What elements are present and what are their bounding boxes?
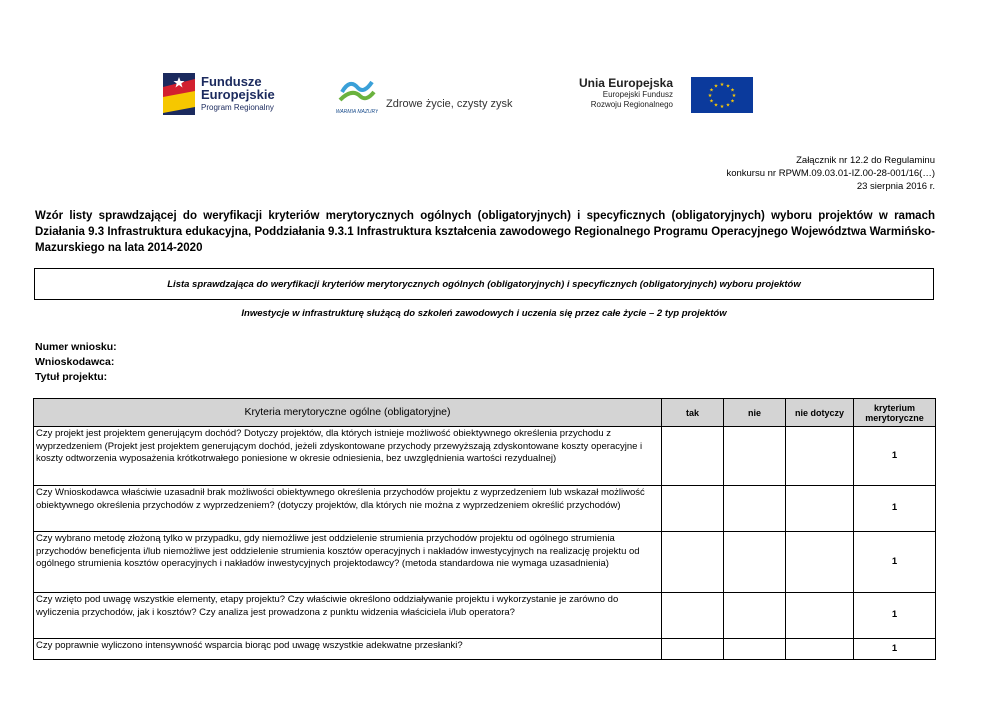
svg-text:★: ★ xyxy=(725,83,731,90)
criterion-question: Czy wybrano metodę złożoną tylko w przypadku, gdy niemożliwe jest oddzielenie strumienia przychodów projektu od ogólnego strumienia przychodów beneficjenta i/lub niemożliwe jest oddzielenie strumienia kosztów operacyjnych i nakładów inwestycyjnych na realizację projektu od ogólnego strumienia kosztów operacyjnych i nakładów inwestycyjnych projektodawcy? (metoda standardowa nie wymaga uzasadnienia) xyxy=(34,532,662,593)
ue-line-1: Unia Europejska xyxy=(578,76,673,90)
fe-line-3: Program Regionalny xyxy=(201,103,274,112)
ue-line-3: Rozwoju Regionalnego xyxy=(590,100,673,109)
not-applicable-cell[interactable] xyxy=(786,486,854,532)
annex-line-3: 23 sierpnia 2016 r. xyxy=(856,181,935,192)
criterion-question: Czy wzięto pod uwagę wszystkie elementy, etapy projektu? Czy właściwie określono oddziaływanie projektu i wykorzystanie je zarówno do wyliczenia przychodów, jak i kosztów? Czy analiza jest prowadzona z punktu widzenia właściciela i/lub operatora? xyxy=(34,593,662,639)
no-column-header: nie xyxy=(724,399,786,427)
table-header-row xyxy=(34,399,936,427)
warmia-mazury-mark-icon xyxy=(336,74,378,116)
ue-line-2: Europejski Fundusz xyxy=(602,90,673,99)
fundusze-europejskie-logo xyxy=(163,73,303,115)
svg-text:★: ★ xyxy=(709,98,714,105)
table-row xyxy=(34,532,936,593)
yes-cell[interactable] xyxy=(662,427,724,486)
no-cell[interactable] xyxy=(724,427,786,486)
criterion-question: Czy Wnioskodawca właściwie uzasadnił brak możliwości obiektywnego określenia przychodów projektu z wyprzedzeniem lub wskazał możliwość obiektywnego określenia przychodów z wyprzedzeniem? (dotyczy projektów, dla których nie można z wyprzedzeniem określić przychodów) xyxy=(34,486,662,532)
table-row xyxy=(34,593,936,639)
checklist-title-box xyxy=(34,268,934,300)
yes-column-header: tak xyxy=(662,399,724,427)
criterion-question: Czy poprawnie wyliczono intensywność wsparcia biorąc pod uwagę wszystkie adekwatne przesłanki? xyxy=(34,639,662,660)
svg-text:★: ★ xyxy=(709,87,714,94)
yes-cell[interactable] xyxy=(662,593,724,639)
svg-text:★: ★ xyxy=(713,83,719,90)
no-cell[interactable] xyxy=(724,593,786,639)
svg-text:★: ★ xyxy=(719,104,725,110)
yes-cell[interactable] xyxy=(662,486,724,532)
no-cell[interactable] xyxy=(724,639,786,660)
fe-line-2: Europejskie xyxy=(201,87,275,102)
svg-text:★: ★ xyxy=(730,98,735,105)
fe-flag-icon xyxy=(163,73,195,115)
criterion-value: 1 xyxy=(854,532,936,593)
annex-reference xyxy=(726,154,935,193)
not-applicable-column-header: nie dotyczy xyxy=(786,399,854,427)
annex-line-2: konkursu nr RPWM.09.03.01-IZ.00-28-001/16(…) xyxy=(726,168,935,179)
application-meta xyxy=(35,340,117,385)
yes-cell[interactable] xyxy=(662,532,724,593)
svg-text:★: ★ xyxy=(707,93,713,99)
logo-strip xyxy=(0,70,992,120)
eu-flag-icon xyxy=(691,77,753,113)
criteria-column-header: Kryteria merytoryczne ogólne (obligatoryjne) xyxy=(34,399,662,427)
criterion-value: 1 xyxy=(854,593,936,639)
svg-text:★: ★ xyxy=(731,93,737,99)
table-row xyxy=(34,427,936,486)
svg-text:★: ★ xyxy=(725,102,731,109)
criteria-table xyxy=(33,398,936,660)
criterion-value: 1 xyxy=(854,639,936,660)
project-title-label: Tytuł projektu: xyxy=(35,371,108,383)
criterion-question: Czy projekt jest projektem generującym dochód? Dotyczy projektów, dla których istnieje możliwość obiektywnego określenia przychodu z wyprzedzeniem (Projekt jest projektem generującym dochód, jeżeli zdyskontowane przychody przewyższają zdyskontowane koszty operacyjne i koszty odtworzenia wyposażenia krótkotrwałego poniesione w okresie odniesienia, bez uwzględnienia wartości rezydualnej) xyxy=(34,427,662,486)
annex-line-1: Załącznik nr 12.2 do Regulaminu xyxy=(796,155,935,166)
warmia-mazury-logo xyxy=(336,74,536,116)
application-number-label: Numer wniosku: xyxy=(35,341,117,353)
svg-text:★: ★ xyxy=(730,87,735,94)
no-cell[interactable] xyxy=(724,532,786,593)
warmia-mazury-slogan: Zdrowe życie, czysty zysk xyxy=(386,98,513,110)
yes-cell[interactable] xyxy=(662,639,724,660)
criterion-value: 1 xyxy=(854,427,936,486)
not-applicable-cell[interactable] xyxy=(786,639,854,660)
unia-europejska-logo xyxy=(570,74,755,116)
criterion-type-column-header: kryterium merytoryczne xyxy=(854,399,936,427)
table-row xyxy=(34,639,936,660)
not-applicable-cell[interactable] xyxy=(786,593,854,639)
no-cell[interactable] xyxy=(724,486,786,532)
svg-text:★: ★ xyxy=(713,102,719,109)
svg-text:★: ★ xyxy=(719,82,725,88)
not-applicable-cell[interactable] xyxy=(786,427,854,486)
checklist-title: Lista sprawdzająca do weryfikacji kryteriów merytorycznych ogólnych (obligatoryjnych) i specyficznych (obligatoryjnych) wyboru projektów xyxy=(167,278,801,290)
project-type-subtitle: Inwestycje w infrastrukturę służącą do szkoleń zawodowych i uczenia się przez całe życie – 2 typ projektów xyxy=(241,308,727,319)
fe-line-1: Fundusze xyxy=(201,74,262,89)
criterion-value: 1 xyxy=(854,486,936,532)
applicant-label: Wnioskodawca: xyxy=(35,356,115,368)
not-applicable-cell[interactable] xyxy=(786,532,854,593)
document-title: Wzór listy sprawdzającej do weryfikacji kryteriów merytorycznych ogólnych (obligatoryjnych) i specyficznych (obligatoryjnych) wyboru projektów w ramach Działania 9.3 Infrastruktura edukacyjna, Poddziałania 9.3.1 Infrastruktura kształcenia zawodowego Regionalnego Programu Operacyjnego Województwa Warmińsko-Mazurskiego na lata 2014-2020 xyxy=(35,210,935,254)
warmia-mazury-mark-text: WARMIA MAZURY xyxy=(336,109,378,115)
table-row xyxy=(34,486,936,532)
